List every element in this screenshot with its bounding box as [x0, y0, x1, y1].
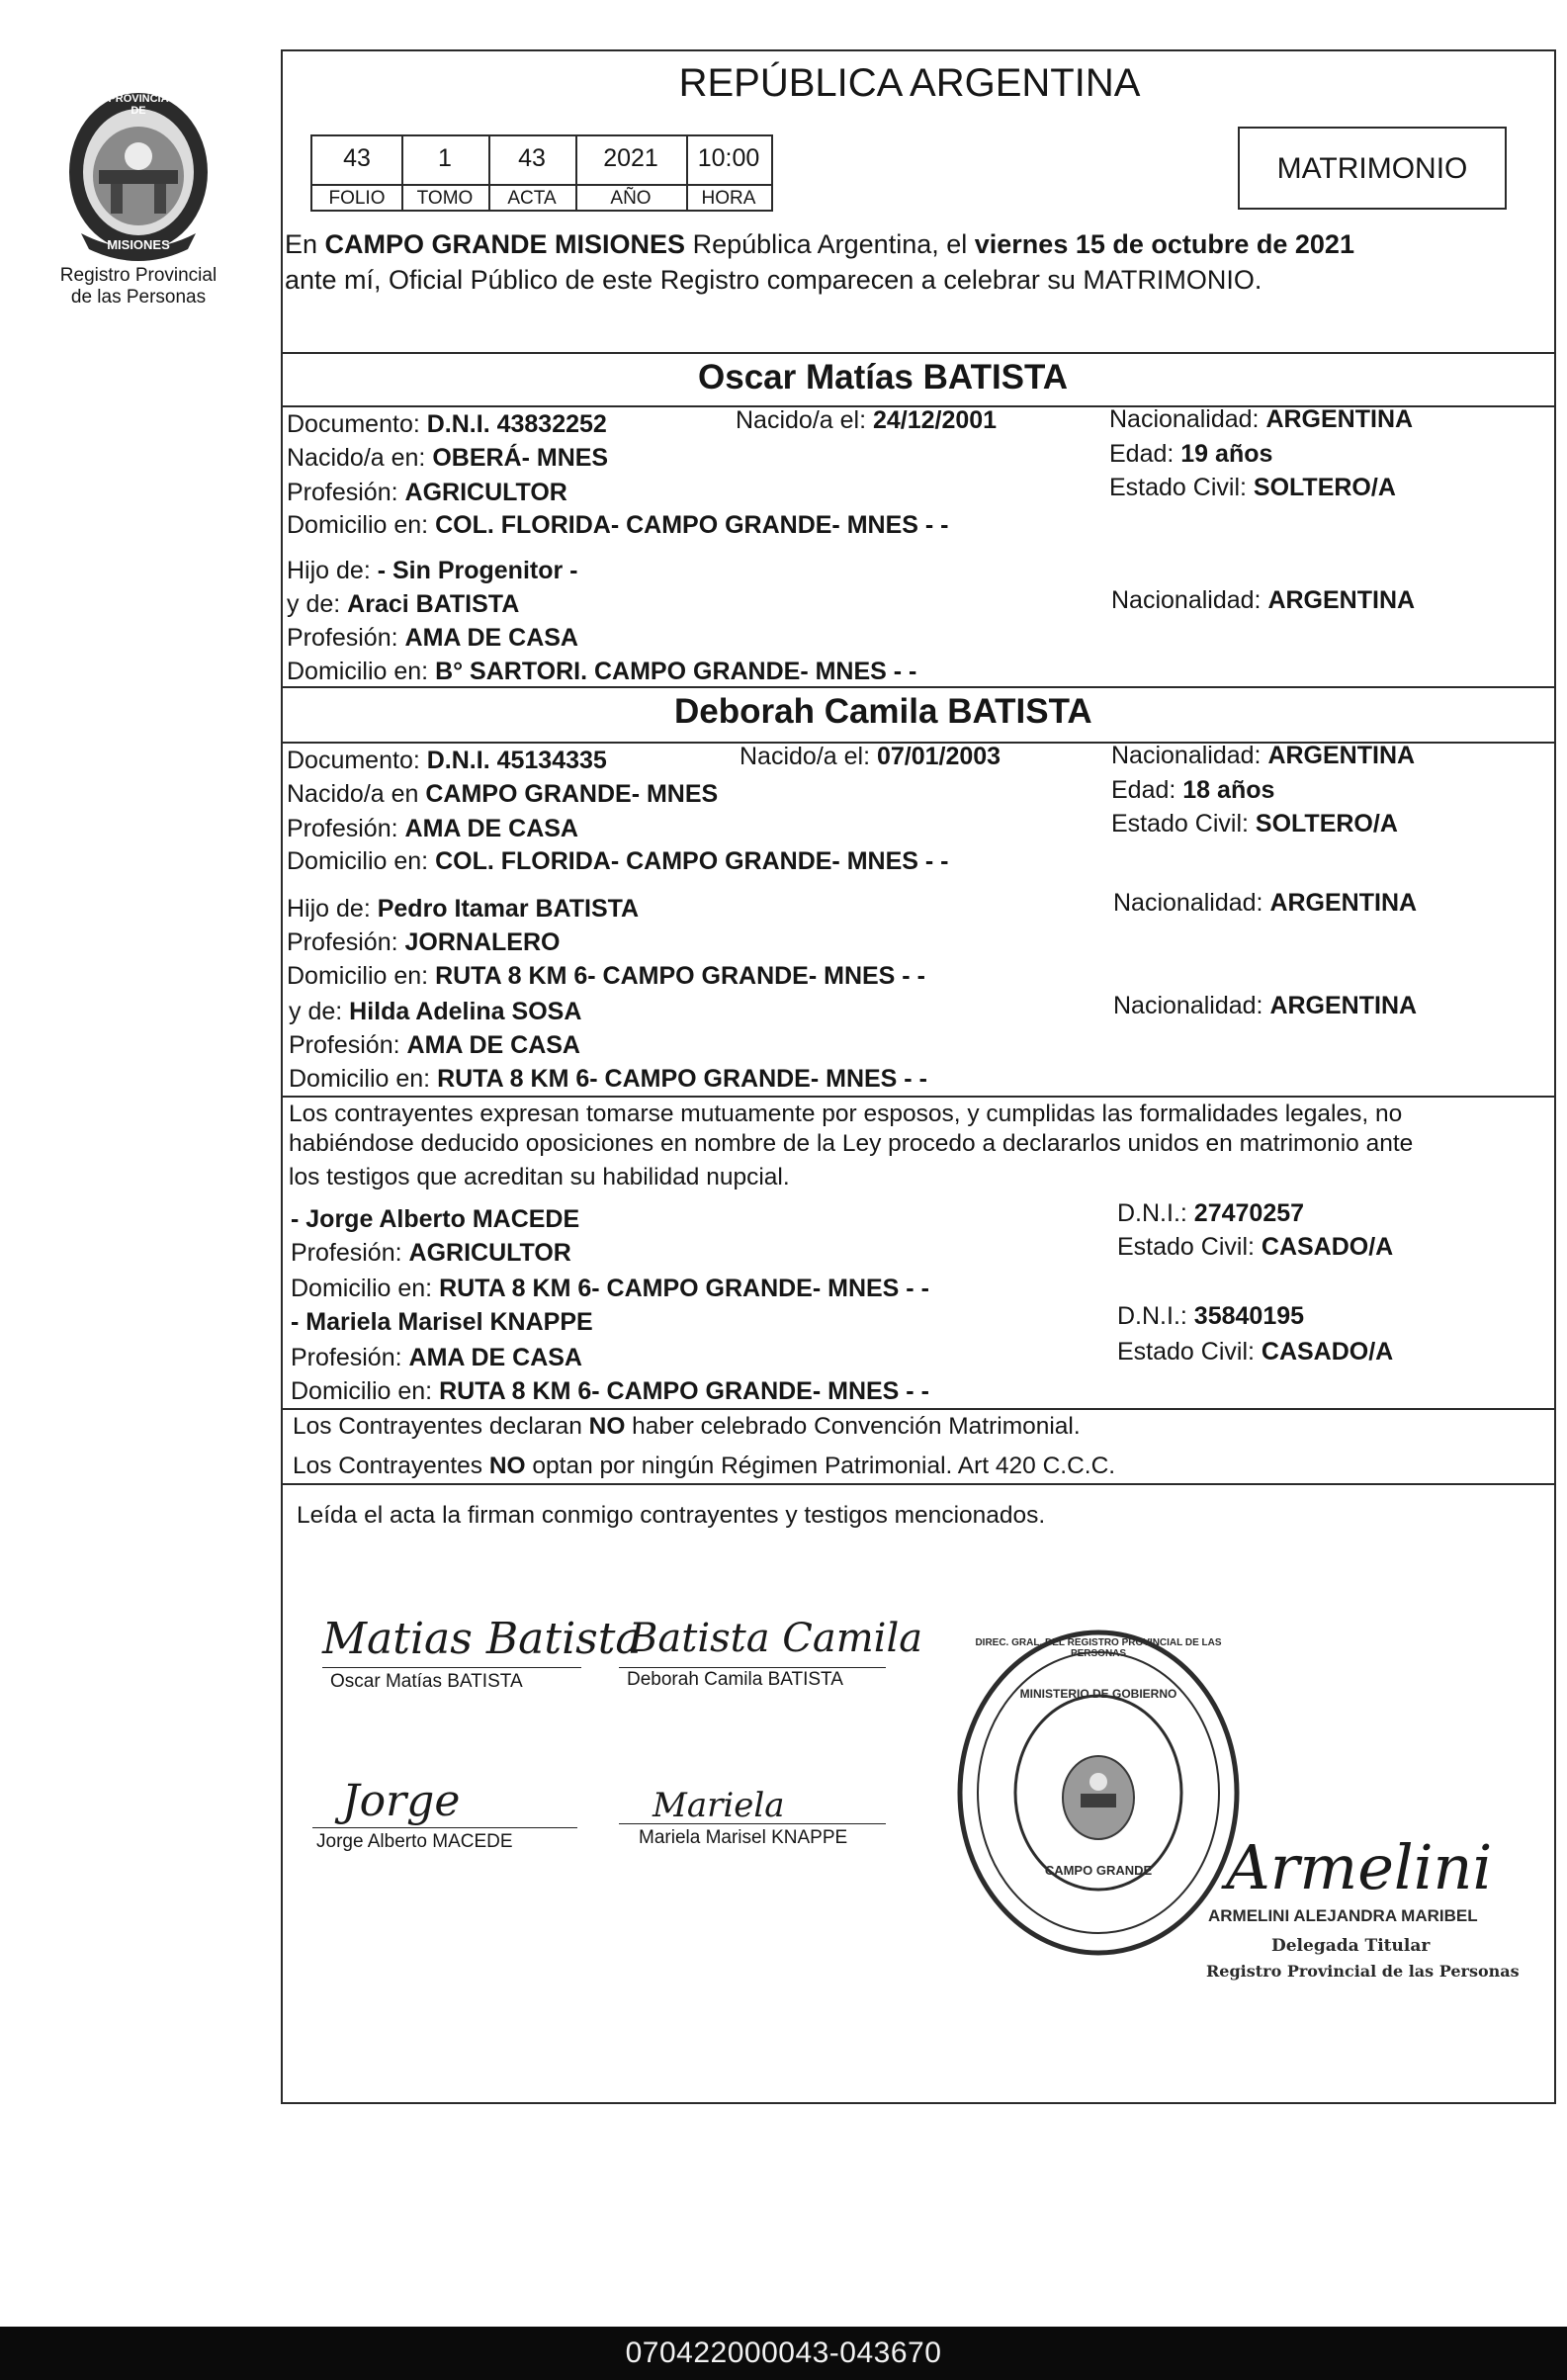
spouse2-madre: y de: Hilda Adelina SOSA: [289, 998, 582, 1025]
spouse2-name: Deborah Camila BATISTA: [674, 692, 1092, 731]
official-seal-icon: [955, 1628, 1242, 1958]
spouse2-estado: Estado Civil: SOLTERO/A: [1111, 810, 1398, 837]
spouse2-nacido: Nacido/a el: 07/01/2003: [740, 743, 1001, 770]
spouse2-nacionalidad: Nacionalidad: ARGENTINA: [1111, 742, 1416, 769]
witness2-dni: D.N.I.: 35840195: [1117, 1302, 1305, 1330]
logo-caption-line1: Registro Provincial: [59, 265, 218, 286]
convention-line2: Los Contrayentes NO optan por ningún Régimen Patrimonial. Art 420 C.C.C.: [293, 1453, 1116, 1479]
folio-value: 43: [343, 144, 371, 172]
intro-line1: En CAMPO GRANDE MISIONES República Argentina, el viernes 15 de octubre de 2021: [285, 229, 1354, 259]
spouse1-nacido: Nacido/a el: 24/12/2001: [736, 406, 998, 434]
record-type-box: [1238, 127, 1507, 210]
spouse2-documento: Documento: D.N.I. 45134335: [287, 747, 607, 774]
official-role: Delegada Titular: [1271, 1936, 1431, 1956]
spouse1-domicilio: Domicilio en: COL. FLORIDA- CAMPO GRANDE- MNES - -: [287, 511, 949, 539]
folio-label: FOLIO: [328, 188, 386, 209]
witness2-domicilio: Domicilio en: RUTA 8 KM 6- CAMPO GRANDE- MNES - -: [291, 1377, 929, 1405]
spouse1-madre-prof: Profesión: AMA DE CASA: [287, 624, 578, 652]
document-title: REPÚBLICA ARGENTINA: [678, 61, 1141, 105]
spouse1-estado: Estado Civil: SOLTERO/A: [1109, 474, 1396, 501]
spouse2-madre-nac: Nacionalidad: ARGENTINA: [1113, 992, 1418, 1019]
acta-value: 43: [518, 144, 546, 172]
spouse1-hijo: Hijo de: - Sin Progenitor -: [287, 557, 578, 584]
spouse1-madre-nac: Nacionalidad: ARGENTINA: [1111, 586, 1416, 614]
convention-line1: Los Contrayentes declaran NO haber celebrado Convención Matrimonial.: [293, 1413, 1081, 1440]
spouse1-name: Oscar Matías BATISTA: [698, 358, 1069, 397]
signature-jorge: Jorge: [342, 1776, 461, 1826]
hora-label: HORA: [701, 188, 756, 209]
declaration-line3: los testigos que acreditan su habilidad nupcial.: [289, 1164, 790, 1190]
spouse1-lugar: Nacido/a en: OBERÁ- MNES: [287, 444, 609, 472]
acta-label: ACTA: [507, 188, 557, 209]
spouse1-edad: Edad: 19 años: [1109, 440, 1273, 468]
record-type: MATRIMONIO: [1276, 152, 1468, 185]
intro-line2: ante mí, Oficial Público de este Registro comparecen a celebrar su MATRIMONIO.: [285, 265, 1262, 295]
signature-mariela: Mariela: [653, 1786, 785, 1825]
seal-outer-text: DIREC. GRAL. DEL REGISTRO PROVINCIAL DE LAS PERSONAS: [975, 1637, 1222, 1659]
seal-inner-text: MINISTERIO DE GOBIERNO: [1019, 1687, 1177, 1701]
spouse2-profesion: Profesión: AMA DE CASA: [287, 815, 578, 842]
footer-code: 070422000043-043670: [625, 2336, 942, 2369]
spouse2-edad: Edad: 18 años: [1111, 776, 1275, 804]
anio-value: 2021: [603, 144, 658, 172]
province-logo: [59, 85, 218, 263]
record-fields-table: [310, 134, 773, 212]
spouse2-domicilio: Domicilio en: COL. FLORIDA- CAMPO GRANDE- MNES - -: [287, 847, 949, 875]
signature-oscar: Matias Batista: [322, 1614, 642, 1664]
caption-deborah: Deborah Camila BATISTA: [627, 1669, 843, 1690]
signature-deborah: Batista Camila: [629, 1616, 923, 1661]
spouse2-padre-prof: Profesión: JORNALERO: [287, 928, 561, 956]
official-name: ARMELINI ALEJANDRA MARIBEL: [1208, 1906, 1478, 1925]
witness1-domicilio: Domicilio en: RUTA 8 KM 6- CAMPO GRANDE- MNES - -: [291, 1275, 929, 1302]
hora-value: 10:00: [697, 144, 760, 172]
emblem-top-text: PROVINCIA DE: [108, 93, 169, 117]
witness2-estado: Estado Civil: CASADO/A: [1117, 1338, 1394, 1366]
witness1-estado: Estado Civil: CASADO/A: [1117, 1233, 1394, 1261]
closing-statement: Leída el acta la firman conmigo contrayentes y testigos mencionados.: [297, 1502, 1046, 1529]
seal-center-text: CAMPO GRANDE: [1044, 1863, 1153, 1878]
spouse1-documento: Documento: D.N.I. 43832252: [287, 410, 607, 438]
official-seal: [955, 1628, 1242, 1958]
witness1-name: - Jorge Alberto MACEDE: [291, 1205, 580, 1233]
signature-official: Armelini: [1226, 1831, 1493, 1903]
anio-label: AÑO: [610, 188, 652, 209]
witness1-dni: D.N.I.: 27470257: [1117, 1199, 1305, 1227]
spouse1-nacionalidad: Nacionalidad: ARGENTINA: [1109, 405, 1414, 433]
spouse2-lugar: Nacido/a en CAMPO GRANDE- MNES: [287, 780, 719, 808]
witness2-name: - Mariela Marisel KNAPPE: [291, 1308, 593, 1336]
logo-caption-line2: de las Personas: [70, 287, 207, 308]
witness1-profesion: Profesión: AGRICULTOR: [291, 1239, 571, 1267]
caption-oscar: Oscar Matías BATISTA: [330, 1671, 523, 1692]
tomo-label: TOMO: [416, 188, 474, 209]
spouse1-madre-dom: Domicilio en: B° SARTORI. CAMPO GRANDE- MNES - -: [287, 658, 917, 685]
caption-jorge: Jorge Alberto MACEDE: [316, 1831, 513, 1852]
spouse2-madre-dom: Domicilio en: RUTA 8 KM 6- CAMPO GRANDE- MNES - -: [289, 1065, 927, 1093]
footer-ribbon: [0, 2327, 1567, 2380]
witness2-profesion: Profesión: AMA DE CASA: [291, 1344, 582, 1371]
caption-mariela: Mariela Marisel KNAPPE: [639, 1827, 848, 1848]
spouse1-madre: y de: Araci BATISTA: [287, 590, 520, 618]
spouse2-padre-nac: Nacionalidad: ARGENTINA: [1113, 889, 1418, 917]
declaration-line1: Los contrayentes expresan tomarse mutuamente por esposos, y cumplidas las formalidades legales, no: [289, 1101, 1403, 1127]
tomo-value: 1: [438, 144, 452, 172]
spouse1-profesion: Profesión: AGRICULTOR: [287, 479, 567, 506]
emblem-bottom-text: MISIONES: [107, 237, 170, 252]
declaration-line2: habiéndose deducido oposiciones en nombre de la Ley procedo a declararlos unidos en matrimonio ante: [289, 1130, 1414, 1157]
spouse2-padre-dom: Domicilio en: RUTA 8 KM 6- CAMPO GRANDE- MNES - -: [287, 962, 925, 990]
spouse2-madre-prof: Profesión: AMA DE CASA: [289, 1031, 580, 1059]
official-office: Registro Provincial de las Personas: [1206, 1962, 1520, 1981]
spouse2-padre: Hijo de: Pedro Itamar BATISTA: [287, 895, 640, 923]
